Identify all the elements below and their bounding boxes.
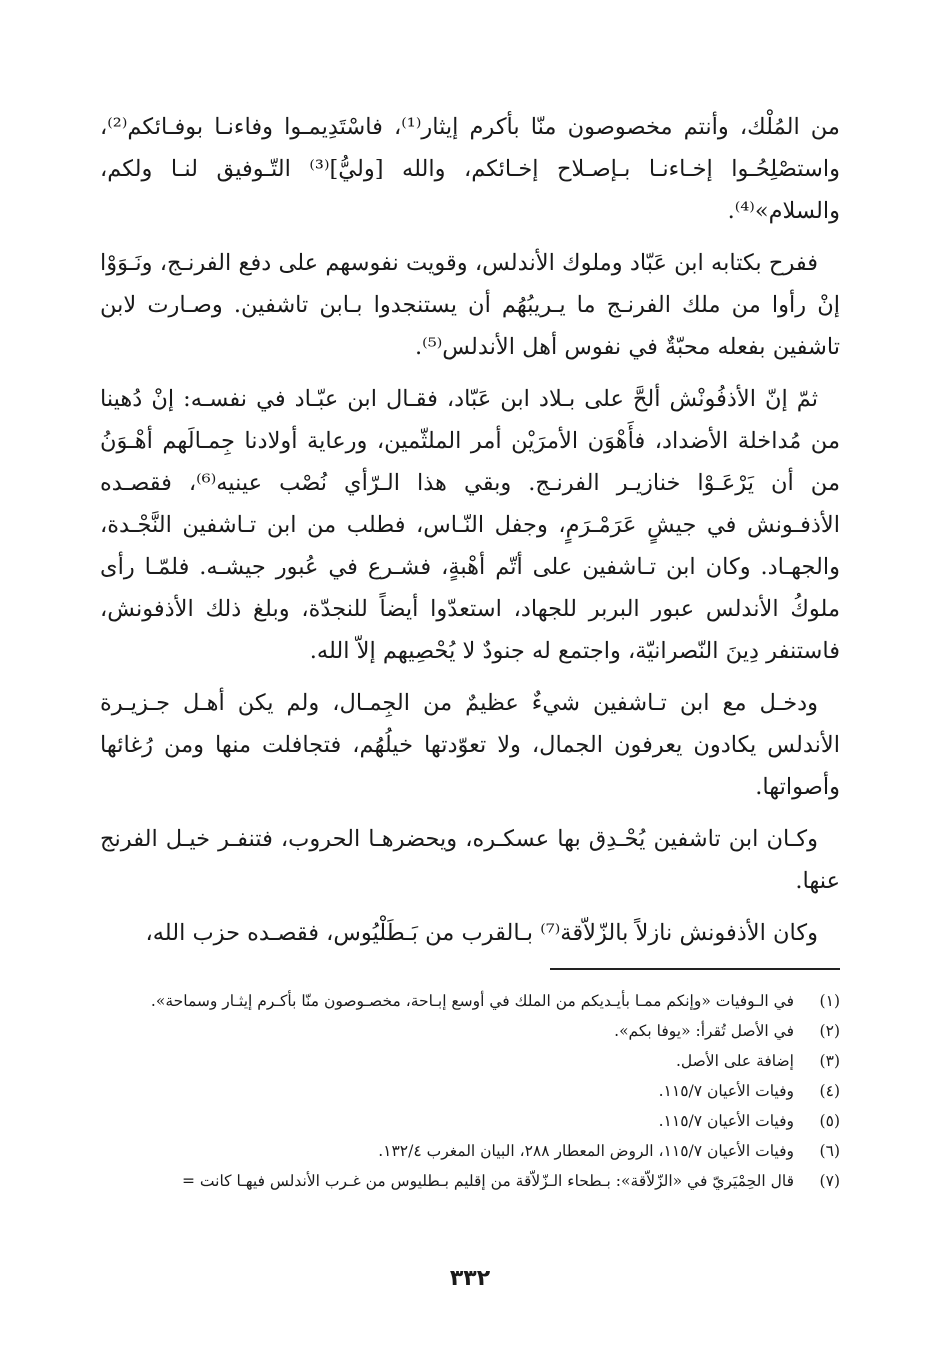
footnotes (100, 986, 840, 1196)
footnote-number: (٦) (819, 1142, 840, 1160)
footnote-text: قال الحِمْيَريّ في «الزّلاّقة»: بـطحاء الـزّلاّقة من إقليم بـطليوس من غـرب الأندلس فيهـا كانت = (182, 1172, 794, 1190)
footnote-7 (100, 1166, 840, 1196)
footnote-4 (100, 1076, 840, 1106)
paragraph-6: وكان الأذفونش نازلاً بالزّلاّقة⁽⁷⁾ بـالقرب من بَـطَلْيُوس، فقصـده حزب الله، (145, 920, 818, 946)
footnote-2 (100, 1016, 840, 1046)
footnote-6 (100, 1136, 840, 1166)
paragraph-2: ففرح بكتابه ابن عَبّاد وملوك الأندلس، وقويت نفوسهم على دفع الفرنـج، ونَـوَوْا إنْ رأوا من ملك الفرنـج ما يـريبُهُم أن يستنجدوا بـابن تاشفين. وصـارت لابن تاشفين بفعله محبّةٌ في نفوس أهل الأندلس⁽⁵⁾. (100, 250, 840, 360)
body-text (100, 106, 840, 964)
footnote-text: وفيات الأعيان ١١٥/٧، الروض المعطار ٢٨٨، البيان المغرب ١٣٢/٤. (378, 1142, 794, 1160)
footnote-text: إضافة على الأصل. (675, 1052, 794, 1070)
footnote-number: (٣) (819, 1052, 840, 1070)
paragraph-1: من المُلْك، وأنتم مخصوصون منّا بأكرم إيثار⁽¹⁾، فاسْتَدِيمـوا وفاءنـا بوفـائكم⁽²⁾، واستصْلِحُـوا إخـاءنـا بـإصـلاح إخـائكم، والله [وليُّ]⁽³⁾ التّـوفيق لنـا ولكم، والسلام»⁽⁴⁾. (100, 114, 840, 224)
footnote-3 (100, 1046, 840, 1076)
footnote-number: (١) (819, 992, 840, 1010)
paragraph-3: ثمّ إنّ الأذفُونْش ألحَّ على بـلاد ابن عَبّاد، فقـال ابن عبّـاد في نفسـه: إنْ دُهينا من مُداخلة الأضداد، فأَهْوَن الأمرَيْن أمر الملثّمين، ورعاية أولادنا جِمـالَهم أهْـوَنُ من أن يَرْعَـوْا خنازيـر الفرنـج. وبقي هذا الـرّأي نُصْب عينيه⁽⁶⁾، فقصـده الأذفـونش في جيشٍ عَرَمْـرَمٍ، وجفل النّـاس، فطلب من ابن تـاشفين النَّجْـدة، والجهـاد. وكان ابن تـاشفين على أتّم أهْبةٍ، فشـرع في عُبور جيشـه. فلمّـا رأى ملوكُ الأندلس عبور البربر للجهاد، استعدّوا أيضاً للنجدّة، وبلغ ذلك الأذفونش، فاستنفر دِينَ النّصرانيّة، واجتمع له جنودٌ لا يُحْصِيهم إلاّ الله. (100, 386, 840, 664)
footnote-text: في الـوفيات «وإنكم ممـا بأيـديكم من الملك في أوسع إبـاحة، مخصـوصون منّا بأكـرم إيثـار وسماحة». (150, 992, 794, 1010)
footnote-5 (100, 1106, 840, 1136)
footnote-text: في الأصل تُقرأ: «يوفا بكم». (614, 1022, 794, 1040)
footnote-1 (100, 986, 840, 1016)
footnote-number: (٧) (819, 1172, 840, 1190)
footnote-separator (550, 968, 840, 970)
footnote-number: (٥) (819, 1112, 840, 1130)
footnote-text: وفيات الأعيان ١١٥/٧. (658, 1082, 794, 1100)
paragraph-4: ودخـل مع ابن تـاشفين شيءٌ عظيمٌ من الجِمـال، ولم يكن أهـل جـزيـرة الأندلس يكادون يعرفون الجمال، ولا تعوّدتها خيلُهُم، فتجافلت منها ومن رُغائها وأصواتها. (100, 690, 840, 800)
footnote-text: وفيات الأعيان ١١٥/٧. (658, 1112, 794, 1130)
footnote-number: (٤) (819, 1082, 840, 1100)
footnote-number: (٢) (819, 1022, 840, 1040)
page-number: ٣٣٢ (449, 1266, 491, 1291)
paragraph-5: وكـان ابن تاشفين يُحْـدِق بها عسكـره، ويحضرهـا الحروب، فتنفـر خيـل الفرنج عنها. (100, 826, 840, 894)
